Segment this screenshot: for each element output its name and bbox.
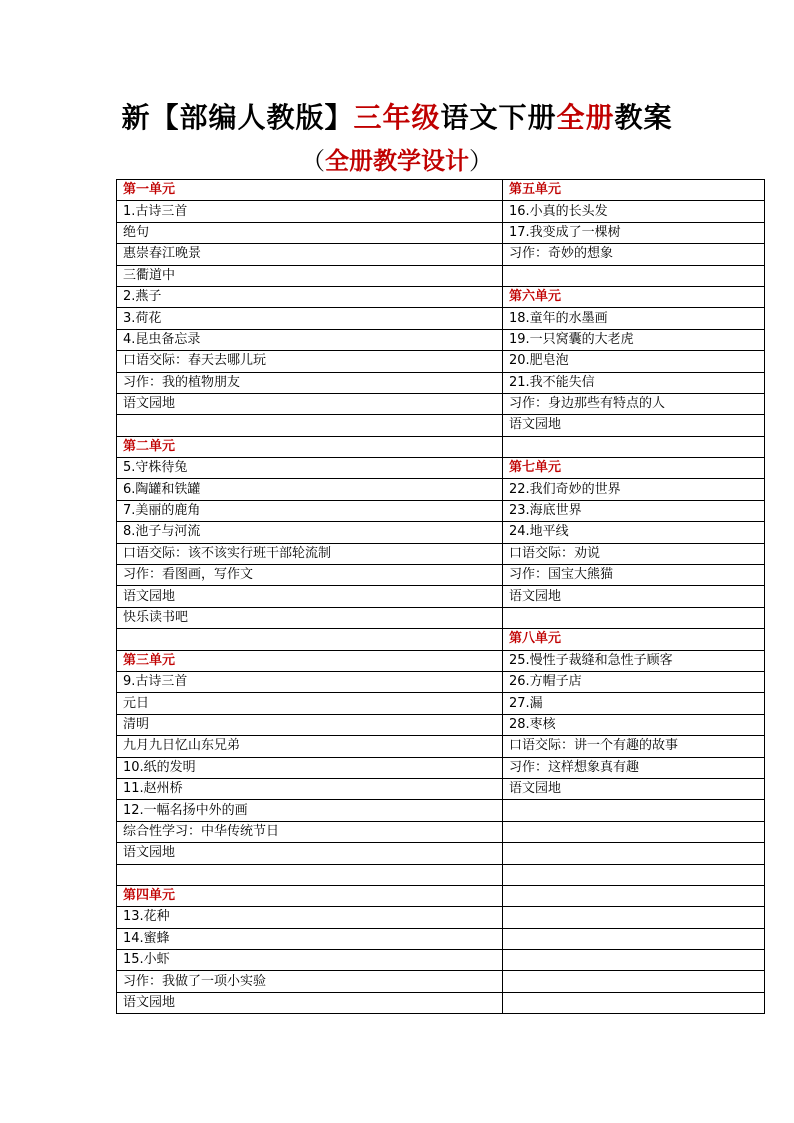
table-row (117, 180, 765, 201)
title-segment: 全册 (556, 101, 615, 134)
lesson-cell: 18.童年的水墨画 (503, 308, 765, 329)
subtitle-open-paren: （ (301, 147, 325, 175)
table-row (117, 543, 765, 564)
lesson-cell: 绝句 (117, 222, 503, 243)
lesson-cell: 24.地平线 (503, 522, 765, 543)
lesson-cell (117, 629, 503, 650)
unit-heading-cell: 第三单元 (117, 650, 503, 671)
lesson-cell: 17.我变成了一棵树 (503, 222, 765, 243)
lesson-cell: 清明 (117, 714, 503, 735)
lesson-cell: 习作：这样想象真有趣 (503, 757, 765, 778)
lesson-cell: 语文园地 (117, 843, 503, 864)
lesson-cell: 20.肥皂泡 (503, 351, 765, 372)
contents-table-body (117, 180, 765, 1014)
lesson-cell: 3.荷花 (117, 308, 503, 329)
table-row (117, 885, 765, 906)
lesson-cell: 语文园地 (503, 586, 765, 607)
lesson-cell: 15.小虾 (117, 950, 503, 971)
lesson-cell: 口语交际：该不该实行班干部轮流制 (117, 543, 503, 564)
lesson-cell: 习作：国宝大熊猫 (503, 565, 765, 586)
table-row (117, 329, 765, 350)
table-row (117, 971, 765, 992)
table-row (117, 736, 765, 757)
lesson-cell (117, 864, 503, 885)
table-row (117, 629, 765, 650)
lesson-cell: 口语交际：劝说 (503, 543, 765, 564)
lesson-cell: 19.一只窝囊的大老虎 (503, 329, 765, 350)
table-row (117, 522, 765, 543)
table-row (117, 308, 765, 329)
table-row (117, 928, 765, 949)
table-row (117, 415, 765, 436)
lesson-cell: 10.纸的发明 (117, 757, 503, 778)
table-row (117, 393, 765, 414)
table-row (117, 222, 765, 243)
title-segment: 语文下册 (440, 101, 557, 134)
lesson-cell (503, 950, 765, 971)
lesson-cell: 惠崇春江晚景 (117, 244, 503, 265)
lesson-cell: 语文园地 (503, 415, 765, 436)
lesson-cell (503, 843, 765, 864)
unit-heading-cell: 第五单元 (503, 180, 765, 201)
table-row (117, 500, 765, 521)
table-row (117, 757, 765, 778)
unit-heading-cell: 第七单元 (503, 458, 765, 479)
table-row (117, 693, 765, 714)
table-row (117, 843, 765, 864)
table-row (117, 586, 765, 607)
lesson-cell: 6.陶罐和铁罐 (117, 479, 503, 500)
table-row (117, 265, 765, 286)
lesson-cell (503, 265, 765, 286)
table-row (117, 201, 765, 222)
table-row (117, 864, 765, 885)
table-row (117, 351, 765, 372)
lesson-cell: 11.赵州桥 (117, 778, 503, 799)
lesson-cell (503, 864, 765, 885)
document-subtitle (0, 143, 794, 179)
lesson-cell: 28.枣核 (503, 714, 765, 735)
table-row (117, 286, 765, 307)
lesson-cell (503, 992, 765, 1013)
table-row (117, 800, 765, 821)
table-row (117, 607, 765, 628)
lesson-cell: 口语交际：春天去哪儿玩 (117, 351, 503, 372)
lesson-cell: 5.守株待兔 (117, 458, 503, 479)
title-segment: 三年级 (353, 101, 441, 134)
lesson-cell: 快乐读书吧 (117, 607, 503, 628)
lesson-cell: 语文园地 (117, 586, 503, 607)
lesson-cell: 14.蜜蜂 (117, 928, 503, 949)
lesson-cell: 语文园地 (117, 393, 503, 414)
table-row (117, 671, 765, 692)
lesson-cell (503, 971, 765, 992)
table-row (117, 778, 765, 799)
table-row (117, 650, 765, 671)
lesson-cell: 25.慢性子裁缝和急性子顾客 (503, 650, 765, 671)
lesson-cell: 九月九日忆山东兄弟 (117, 736, 503, 757)
table-row (117, 565, 765, 586)
lesson-cell: 1.古诗三首 (117, 201, 503, 222)
lesson-cell: 23.海底世界 (503, 500, 765, 521)
table-row (117, 714, 765, 735)
subtitle-close-paren: ） (469, 147, 493, 175)
lesson-cell: 元日 (117, 693, 503, 714)
lesson-cell: 12.一幅名扬中外的画 (117, 800, 503, 821)
lesson-cell: 习作：我的植物朋友 (117, 372, 503, 393)
lesson-cell (503, 885, 765, 906)
unit-heading-cell: 第一单元 (117, 180, 503, 201)
lesson-cell: 8.池子与河流 (117, 522, 503, 543)
title-segment: 教案 (614, 101, 673, 134)
table-row (117, 992, 765, 1013)
lesson-cell: 22.我们奇妙的世界 (503, 479, 765, 500)
lesson-cell: 习作：奇妙的想象 (503, 244, 765, 265)
table-row (117, 436, 765, 457)
lesson-cell (117, 415, 503, 436)
unit-heading-cell: 第二单元 (117, 436, 503, 457)
unit-heading-cell: 第八单元 (503, 629, 765, 650)
unit-heading-cell: 第六单元 (503, 286, 765, 307)
table-row (117, 821, 765, 842)
lesson-cell (503, 607, 765, 628)
lesson-cell: 口语交际：讲一个有趣的故事 (503, 736, 765, 757)
lesson-cell: 26.方帽子店 (503, 671, 765, 692)
lesson-cell: 13.花种 (117, 907, 503, 928)
lesson-cell: 2.燕子 (117, 286, 503, 307)
lesson-cell: 三衢道中 (117, 265, 503, 286)
lesson-cell (503, 821, 765, 842)
table-row (117, 372, 765, 393)
lesson-cell: 习作：看图画，写作文 (117, 565, 503, 586)
title-segment: 新【部编人教版】 (121, 101, 354, 134)
table-row (117, 950, 765, 971)
lesson-cell: 16.小真的长头发 (503, 201, 765, 222)
lesson-cell: 习作：身边那些有特点的人 (503, 393, 765, 414)
lesson-cell: 综合性学习：中华传统节日 (117, 821, 503, 842)
lesson-cell: 27.漏 (503, 693, 765, 714)
table-row (117, 907, 765, 928)
contents-table (116, 179, 765, 1014)
lesson-cell (503, 436, 765, 457)
unit-heading-cell: 第四单元 (117, 885, 503, 906)
lesson-cell (503, 928, 765, 949)
lesson-cell: 4.昆虫备忘录 (117, 329, 503, 350)
lesson-cell: 9.古诗三首 (117, 671, 503, 692)
lesson-cell: 语文园地 (117, 992, 503, 1013)
lesson-cell: 21.我不能失信 (503, 372, 765, 393)
table-row (117, 244, 765, 265)
table-row (117, 458, 765, 479)
subtitle-text: 全册教学设计 (325, 146, 469, 175)
lesson-cell (503, 800, 765, 821)
lesson-cell: 7.美丽的鹿角 (117, 500, 503, 521)
lesson-cell: 语文园地 (503, 778, 765, 799)
lesson-cell: 习作：我做了一项小实验 (117, 971, 503, 992)
lesson-cell (503, 907, 765, 928)
document-title (0, 96, 794, 140)
table-row (117, 479, 765, 500)
